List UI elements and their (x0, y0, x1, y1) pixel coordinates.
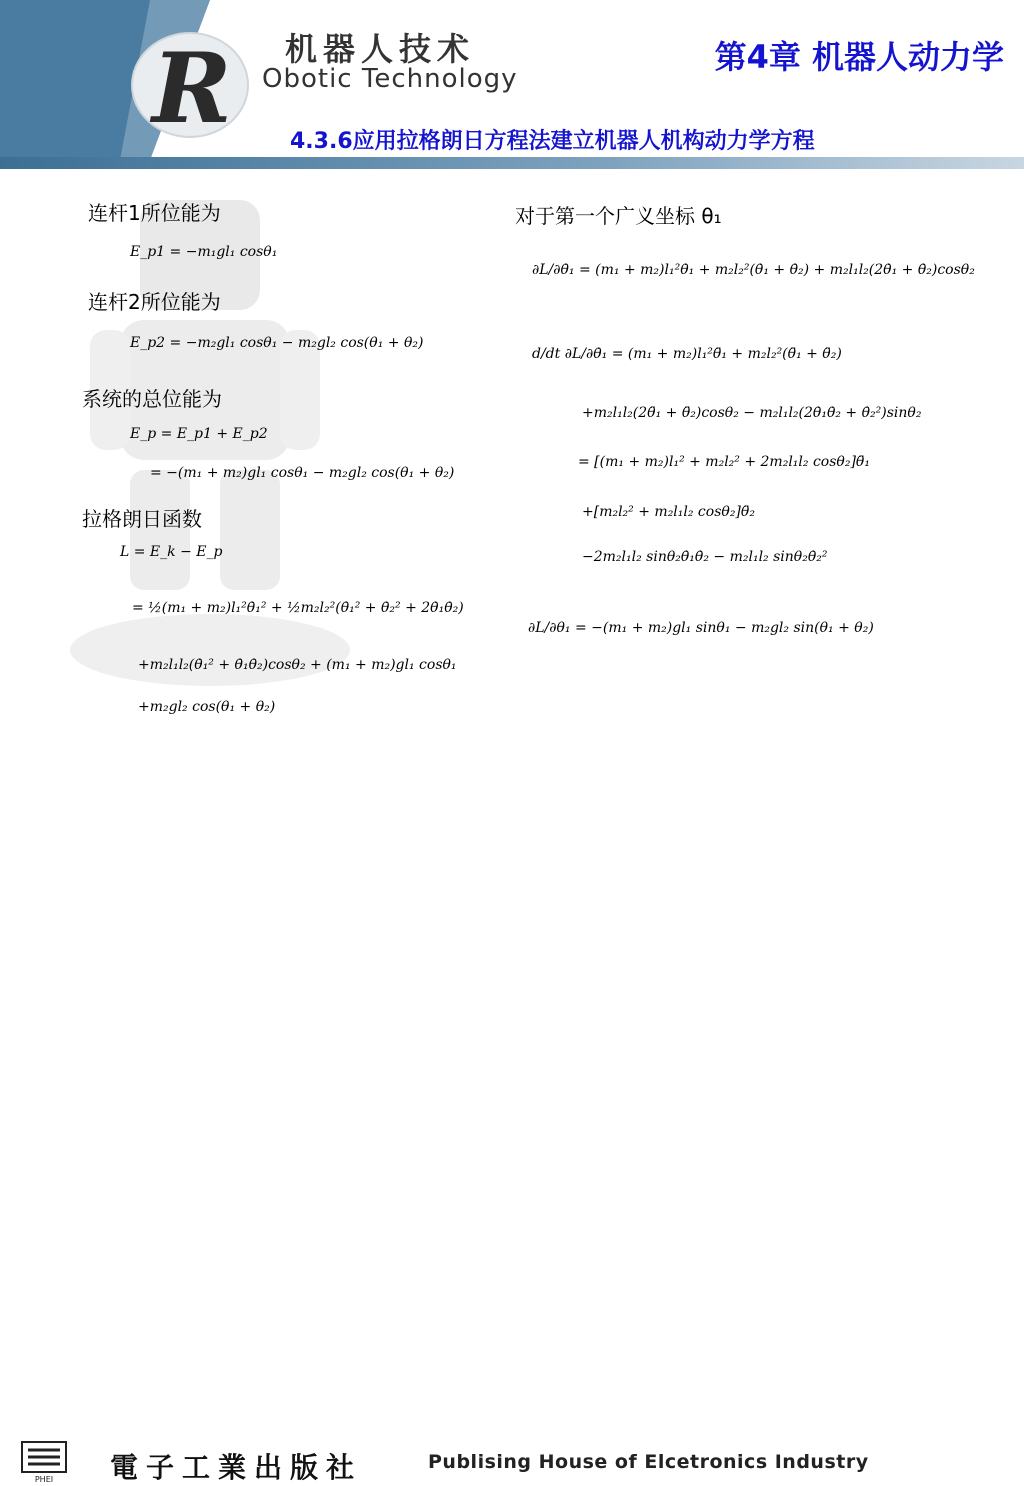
chapter-title: 第4章 机器人动力学 (714, 38, 1004, 76)
equation-ddt-line5: −2m₂l₁l₂ sinθ₂θ̇₁θ̇₂ − m₂l₁l₂ sinθ₂θ̇₂² (582, 549, 828, 565)
label-link2-potential: 连杆2所位能为 (88, 290, 221, 314)
label-link1-potential: 连杆1所位能为 (88, 201, 221, 225)
equation-ddt-line4: +[m₂l₂² + m₂l₁l₂ cosθ₂]θ̈₂ (582, 504, 755, 520)
equation-ddt-line2: +m₂l₁l₂(2θ̈₁ + θ̈₂)cosθ₂ − m₂l₁l₂(2θ̇₁θ̇₂ + θ̇₂²)sinθ₂ (582, 405, 922, 421)
brand-en-title: Obotic Technology (262, 64, 518, 94)
header-rule (0, 157, 1024, 169)
slide-header (0, 0, 1024, 160)
equation-lagrangian-line2: +m₂l₁l₂(θ̇₁² + θ̇₁θ̇₂)cosθ₂ + (m₁ + m₂)gl₁ cosθ₁ (138, 657, 457, 673)
equation-ep2: E_p2 = −m₂gl₁ cosθ₁ − m₂gl₂ cos(θ₁ + θ₂) (130, 335, 424, 351)
equation-ddt-dL: d/dt ∂L/∂θ̇₁ = (m₁ + m₂)l₁²θ̈₁ + m₂l₂²(θ̈₁ + θ̈₂) (532, 346, 842, 362)
footer-en-publisher: Publising House of Elcetronics Industry (428, 1451, 869, 1473)
phei-logo-icon (14, 1440, 74, 1484)
equation-dL-dtheta1: ∂L/∂θ₁ = −(m₁ + m₂)gl₁ sinθ₁ − m₂gl₂ sin(θ₁ + θ₂) (528, 620, 874, 636)
equation-lagrangian-line3: +m₂gl₂ cos(θ₁ + θ₂) (138, 699, 276, 715)
svg-text:R: R (152, 32, 232, 140)
r-logo-icon (130, 30, 250, 140)
equation-dL-dthetadot1: ∂L/∂θ̇₁ = (m₁ + m₂)l₁²θ̇₁ + m₂l₂²(θ̇₁ + θ̇₂) + m₂l₁l₂(2θ̇₁ + θ̇₂)cosθ₂ (532, 262, 975, 278)
equation-ep-sum: E_p = E_p1 + E_p2 (130, 426, 268, 442)
equation-lagrangian-def: L = E_k − E_p (120, 544, 223, 560)
brand-cn-title: 机器人技术 (285, 30, 476, 68)
footer-cn-publisher: 電子工業出版社 (110, 1451, 363, 1484)
section-title: 4.3.6应用拉格朗日方程法建立机器人机构动力学方程 (290, 129, 815, 154)
equation-lagrangian-line1: = ½(m₁ + m₂)l₁²θ̇₁² + ½m₂l₂²(θ̇₁² + θ̇₂² + 2θ̇₁θ̇₂) (132, 600, 464, 616)
label-lagrangian: 拉格朗日函数 (82, 507, 202, 531)
equation-ep-expanded: = −(m₁ + m₂)gl₁ cosθ₁ − m₂gl₂ cos(θ₁ + θ₂) (150, 465, 455, 481)
slide-footer (0, 718, 1024, 1484)
label-generalized-coordinate: 对于第一个广义坐标 θ₁ (515, 204, 722, 228)
svg-text:PHEI: PHEI (34, 1475, 54, 1484)
equation-ep1: E_p1 = −m₁gl₁ cosθ₁ (130, 244, 278, 260)
equation-ddt-line3: = [(m₁ + m₂)l₁² + m₂l₂² + 2m₂l₁l₂ cosθ₂]θ̈₁ (578, 454, 870, 470)
label-total-potential: 系统的总位能为 (82, 387, 222, 411)
